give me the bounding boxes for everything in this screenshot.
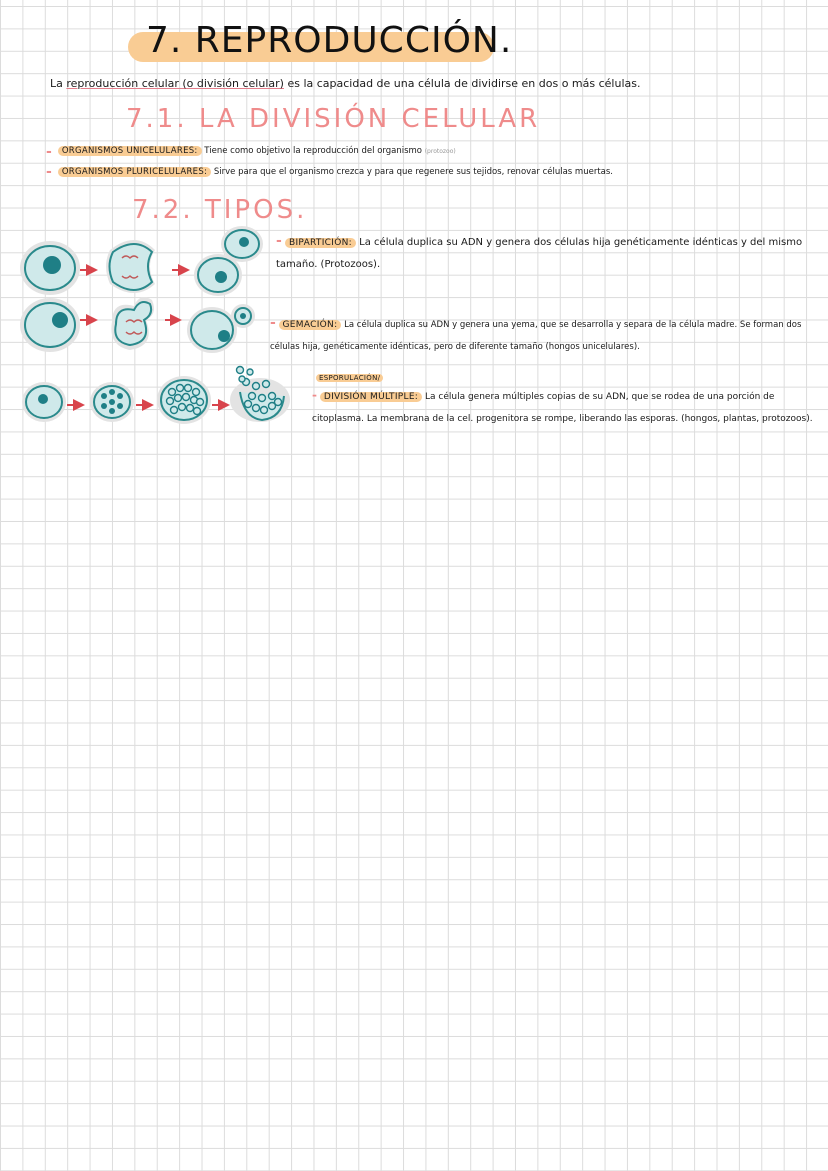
desc-esporulacion: [312, 384, 822, 430]
desc-biparticion: [276, 230, 811, 276]
text-gemacion: La célula duplica su ADN y genera una yema, que se desarrolla y separa de la célula madre. Se forman dos células hija, genéticamente idénticas, pero de diferente tamaño (hongos unicelulares).: [270, 320, 802, 352]
bullet-dash: -: [312, 388, 317, 402]
text-unicelulares: Tiene como objetivo la reproducción del organismo: [201, 146, 423, 156]
bullet-dash: -: [46, 143, 52, 160]
desc-gemacion: [270, 312, 818, 358]
label-esporulacion-top-wrap: [316, 373, 383, 384]
biparticion-diagram: [20, 226, 263, 296]
label-unicelulares: ORGANISMOS UNICELULARES:: [58, 146, 202, 156]
section2-heading: 7.2. TIPOS.: [132, 195, 308, 225]
text-pluricelulares: Sirve para que el organismo crezca y para que regenere sus tejidos, renovar células muertas.: [211, 167, 613, 177]
text-biparticion: La célula duplica su ADN y genera dos células hija genéticamente idénticas y del mismo tamaño. (Protozoos).: [276, 237, 803, 270]
esporulacion-diagram: [22, 367, 290, 425]
intro-text-1: La: [50, 77, 67, 90]
text-esporulacion: La célula genera múltiples copias de su ADN, que se rodea de una porción de citoplasma. La membrana de la cel. progenitora se rompe, liberando las esporas. (hongos, plantas, protozoos).: [312, 392, 813, 424]
gemacion-diagram: [20, 297, 255, 353]
label-pluricelulares: ORGANISMOS PLURICELULARES:: [58, 167, 211, 177]
label-esporulacion: DIVISIÓN MÚLTIPLE:: [320, 392, 422, 402]
label-esporulacion-top: ESPORULACIÓN/: [316, 374, 383, 382]
bullet-dash: -: [276, 233, 282, 249]
label-biparticion: BIPARTICIÓN:: [285, 238, 356, 248]
intro-text-2: es la capacidad de una célula de dividirse en dos o más células.: [283, 77, 641, 90]
section1-heading: 7.1. LA DIVISIÓN CELULAR: [126, 104, 541, 134]
bullet-dash: -: [270, 315, 276, 331]
bullet-dash: -: [46, 164, 52, 180]
intro-underlined: reproducción celular (o división celular): [66, 77, 284, 90]
label-gemacion: GEMACIÓN:: [279, 320, 342, 330]
note-unicelulares: (protozoo): [424, 148, 456, 155]
page-title: 7. REPRODUCCIÓN.: [146, 20, 513, 61]
